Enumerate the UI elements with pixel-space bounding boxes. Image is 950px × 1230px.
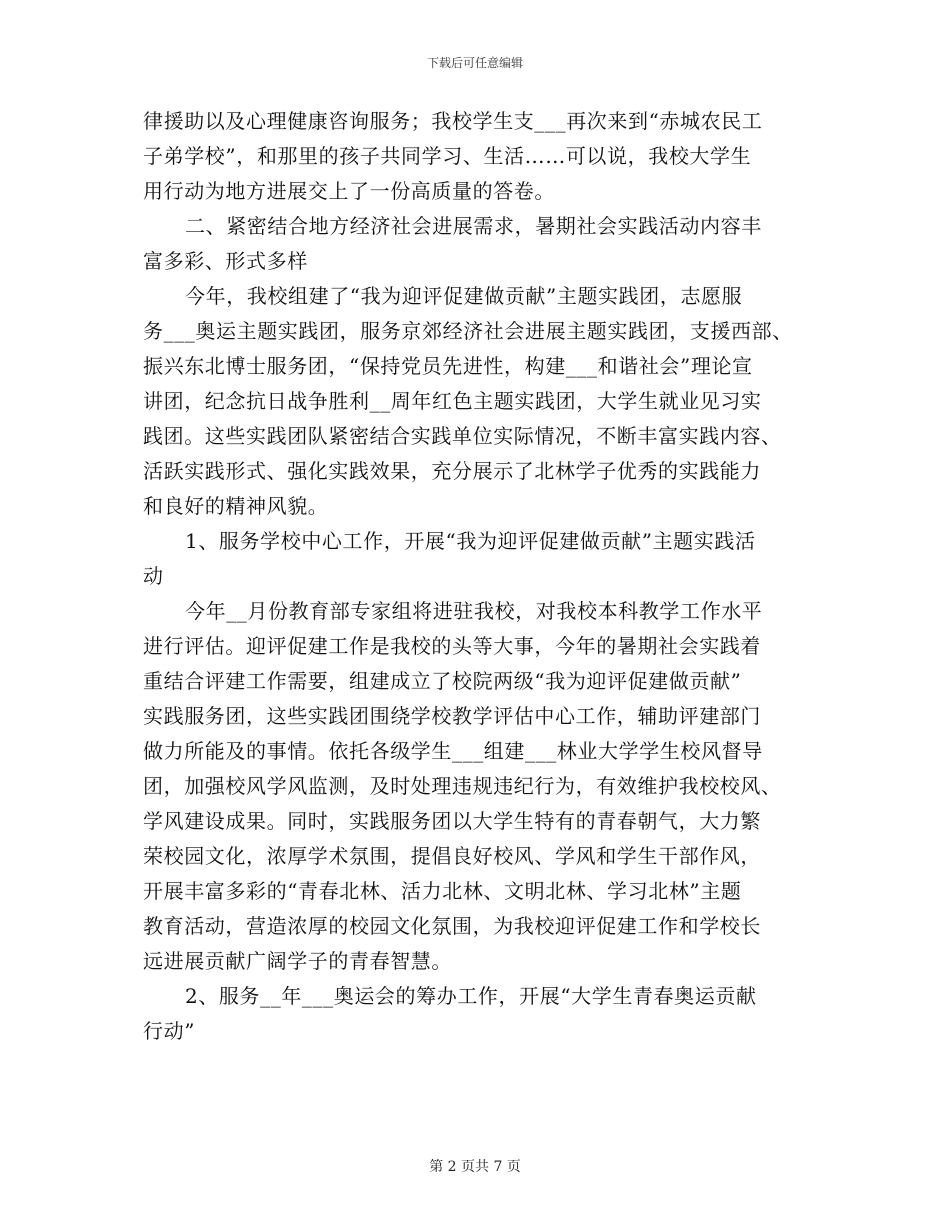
- text-line: 荣校园文化，浓厚学术氛围，提倡良好校风、学风和学生干部作风，: [143, 844, 761, 868]
- text-line: 践团。这些实践团队紧密结合实践单位实际情况，不断丰富实践内容、: [143, 424, 782, 448]
- text-line: 进行评估。迎评促建工作是我校的头等大事，今年的暑期社会实践着: [143, 634, 761, 658]
- text-line: 讲团，纪念抗日战争胜利__周年红色主题实践团，大学生就业见习实: [143, 389, 762, 413]
- text-line: 学风建设成果。同时，实践服务团以大学生特有的青春朝气，大力繁: [143, 809, 761, 833]
- text-line: 实践服务团，这些实践团围绕学校教学评估中心工作，辅助评建部门: [143, 704, 761, 728]
- text-line: 教育活动，营造浓厚的校园文化氛围，为我校迎评促建工作和学校长: [143, 914, 761, 938]
- section-heading-cont: 富多彩、形式多样: [143, 249, 308, 273]
- text-line: 重结合评建工作需要，组建成立了校院两级“我为迎评促建做贡献”: [143, 669, 742, 693]
- text-line: 务___奥运主题实践团，服务京郊经济社会进展主题实践团，支援西部、: [143, 319, 793, 343]
- subsection-heading: 2、服务__年___奥运会的筹办工作，开展“大学生青春奥运贡献: [185, 984, 757, 1008]
- document-body: [143, 104, 823, 1049]
- text-line: 今年，我校组建了“我为迎评促建做贡献”主题实践团，志愿服: [185, 284, 743, 308]
- text-line: 团，加强校风学风监测，及时处理违规违纪行为，有效维护我校校风、: [143, 774, 782, 798]
- page-number: 第 2 页共 7 页: [429, 1159, 521, 1175]
- text-line: 今年__月份教育部专家组将进驻我校，对我校本科教学工作水平: [185, 599, 763, 623]
- text-line: 律援助以及心理健康咨询服务；我校学生支___再次来到“赤城农民工: [143, 109, 763, 133]
- subsection-heading-cont: 动: [143, 564, 164, 588]
- subsection-heading: 1、服务学校中心工作，开展“我为迎评促建做贡献”主题实践活: [185, 529, 756, 553]
- text-line: 子弟学校”，和那里的孩子共同学习、生活……可以说，我校大学生: [143, 144, 752, 168]
- page-header: 下载后可任意编辑: [426, 56, 523, 70]
- subsection-heading-cont: 行动”: [143, 1019, 196, 1043]
- section-heading: 二、紧密结合地方经济社会进展需求，暑期社会实践活动内容丰: [185, 214, 762, 238]
- text-line: 开展丰富多彩的“青春北林、活力北林、文明北林、学习北林”主题: [143, 879, 742, 903]
- text-line: 做力所能及的事情。依托各级学生___组建___林业大学学生校风督导: [143, 739, 763, 763]
- text-line: 远进展贡献广阔学子的青春智慧。: [143, 949, 452, 973]
- text-line: 和良好的精神风貌。: [143, 494, 329, 518]
- text-line: 振兴东北博士服务团，“保持党员先进性，构建___和谐社会”理论宣: [143, 354, 753, 378]
- text-line: 用行动为地方进展交上了一份高质量的答卷。: [143, 179, 555, 203]
- text-line: 活跃实践形式、强化实践效果，充分展示了北林学子优秀的实践能力: [143, 459, 761, 483]
